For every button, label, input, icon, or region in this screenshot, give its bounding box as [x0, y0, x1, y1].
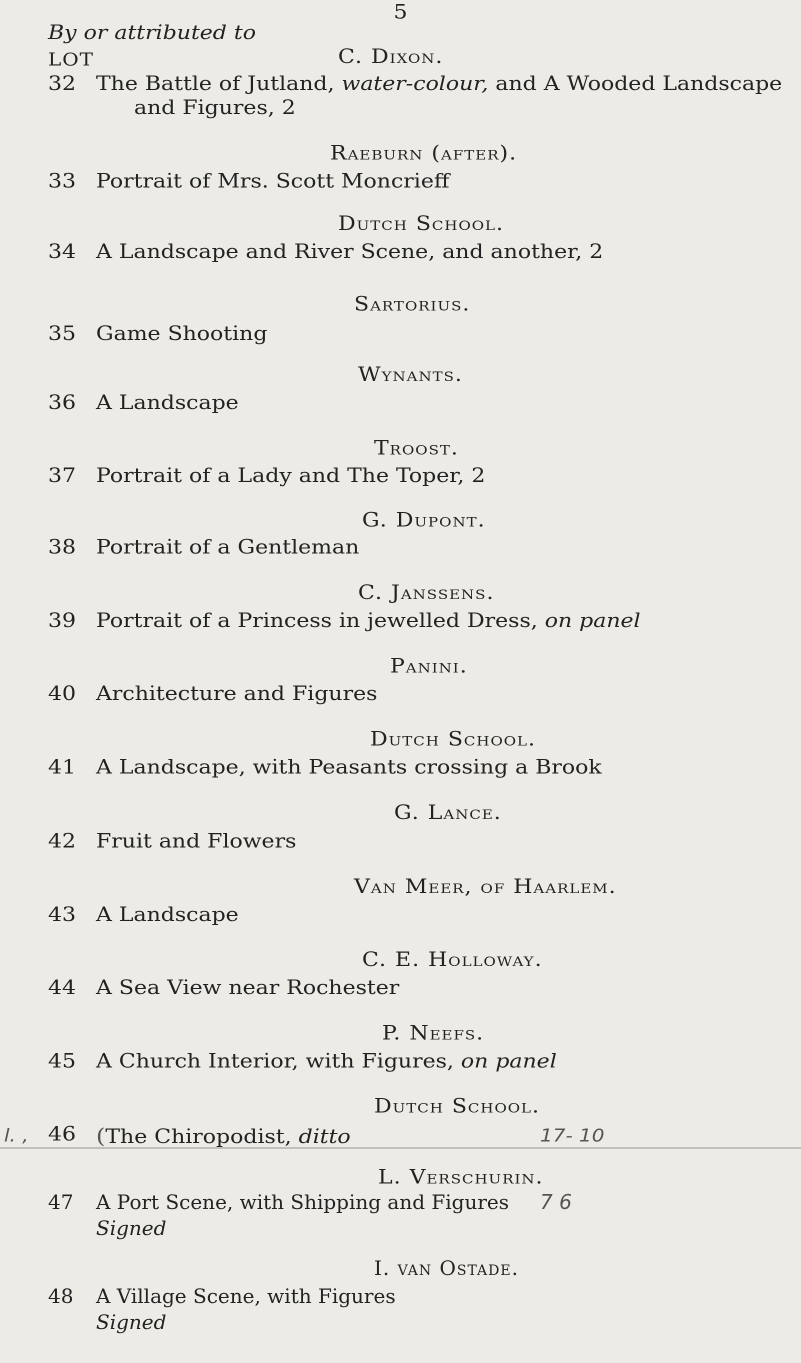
- artist-name: Wynants.: [358, 364, 463, 387]
- lot-number: 33: [48, 170, 76, 193]
- lot-title: Fruit and Flowers: [96, 831, 297, 853]
- lot-number: 40: [48, 683, 76, 706]
- artist-name: Van Meer, of Haarlem.: [354, 876, 617, 899]
- lot-number: 39: [48, 610, 76, 633]
- lot-column-header: LOT: [48, 48, 95, 70]
- artist-name: L. Verschurin.: [378, 1166, 544, 1189]
- lot-title: Portrait of Mrs. Scott Moncrieff: [96, 170, 450, 193]
- handwritten-bracket: (: [96, 1124, 106, 1149]
- artist-name: Dutch School.: [370, 728, 537, 751]
- artist-name: C. Dixon.: [338, 46, 444, 69]
- lot-title: A Sea View near Rochester: [96, 977, 400, 1000]
- artist-name: P. Neefs.: [382, 1022, 485, 1045]
- artist-name: Dutch School.: [338, 213, 505, 236]
- artist-name: Panini.: [390, 655, 468, 678]
- lot-number: 45: [48, 1050, 76, 1073]
- page-number: 5: [393, 1, 408, 24]
- lot-title: Portrait of a Gentleman: [96, 537, 360, 559]
- handwritten-margin-note: l. ,: [4, 1124, 29, 1146]
- lot-number: 38: [48, 537, 76, 559]
- lot-number: 48: [48, 1284, 74, 1308]
- artist-name: G. Lance.: [394, 802, 502, 825]
- lot-signed-note: Signed: [96, 1216, 167, 1240]
- lot-number: 36: [48, 392, 76, 415]
- lot-signed-note: Signed: [96, 1310, 167, 1334]
- lot-title: A Landscape: [96, 392, 239, 415]
- artist-name: C. E. Holloway.: [362, 949, 543, 972]
- lot-number: 32: [48, 73, 76, 96]
- artist-name: I. van Ostade.: [374, 1256, 519, 1280]
- lot-number: 34: [48, 241, 76, 264]
- lot-number: 42: [48, 831, 76, 853]
- lot-title: A Landscape: [96, 904, 239, 927]
- lot-number: 47: [48, 1190, 74, 1214]
- lot-title: A Church Interior, with Figures, on panel: [96, 1050, 557, 1073]
- lot-title: Portrait of a Lady and The Toper, 2: [96, 465, 486, 488]
- lot-title: A Landscape and River Scene, and another, 2: [96, 241, 604, 264]
- handwritten-price: 17- 10: [540, 1124, 605, 1146]
- lot-title: A Landscape, with Peasants crossing a Brook: [96, 756, 602, 779]
- artist-name: C. Janssens.: [358, 582, 495, 605]
- lot-number: 43: [48, 904, 76, 927]
- lot-title: Portrait of a Princess in jewelled Dress, on panel: [96, 610, 641, 633]
- artist-name: Sartorius.: [354, 293, 471, 316]
- lot-title-continued: and Figures, 2: [134, 97, 296, 120]
- lot-title: A Port Scene, with Shipping and Figures: [96, 1190, 510, 1214]
- lot-number: 35: [48, 323, 76, 346]
- lot-title: Game Shooting: [96, 323, 268, 346]
- lot-number: 46: [48, 1124, 76, 1146]
- handwritten-underline: [0, 1148, 801, 1149]
- artist-name: Raeburn (after).: [330, 143, 518, 165]
- artist-name: Dutch School.: [374, 1096, 541, 1118]
- artist-name: Troost.: [374, 437, 459, 460]
- lot-number: 44: [48, 977, 76, 1000]
- intro-line: By or attributed to: [48, 22, 256, 45]
- lot-title: Architecture and Figures: [96, 683, 378, 706]
- lot-number: 41: [48, 756, 76, 779]
- artist-name: G. Dupont.: [362, 510, 486, 532]
- handwritten-price: 7 6: [540, 1190, 572, 1214]
- lot-title: (The Chiropodist, ditto: [96, 1124, 351, 1149]
- lot-number: 37: [48, 465, 76, 488]
- lot-title: The Battle of Jutland, water-colour, and A Wooded Landscape: [96, 73, 783, 96]
- lot-title: A Village Scene, with Figures: [96, 1284, 396, 1308]
